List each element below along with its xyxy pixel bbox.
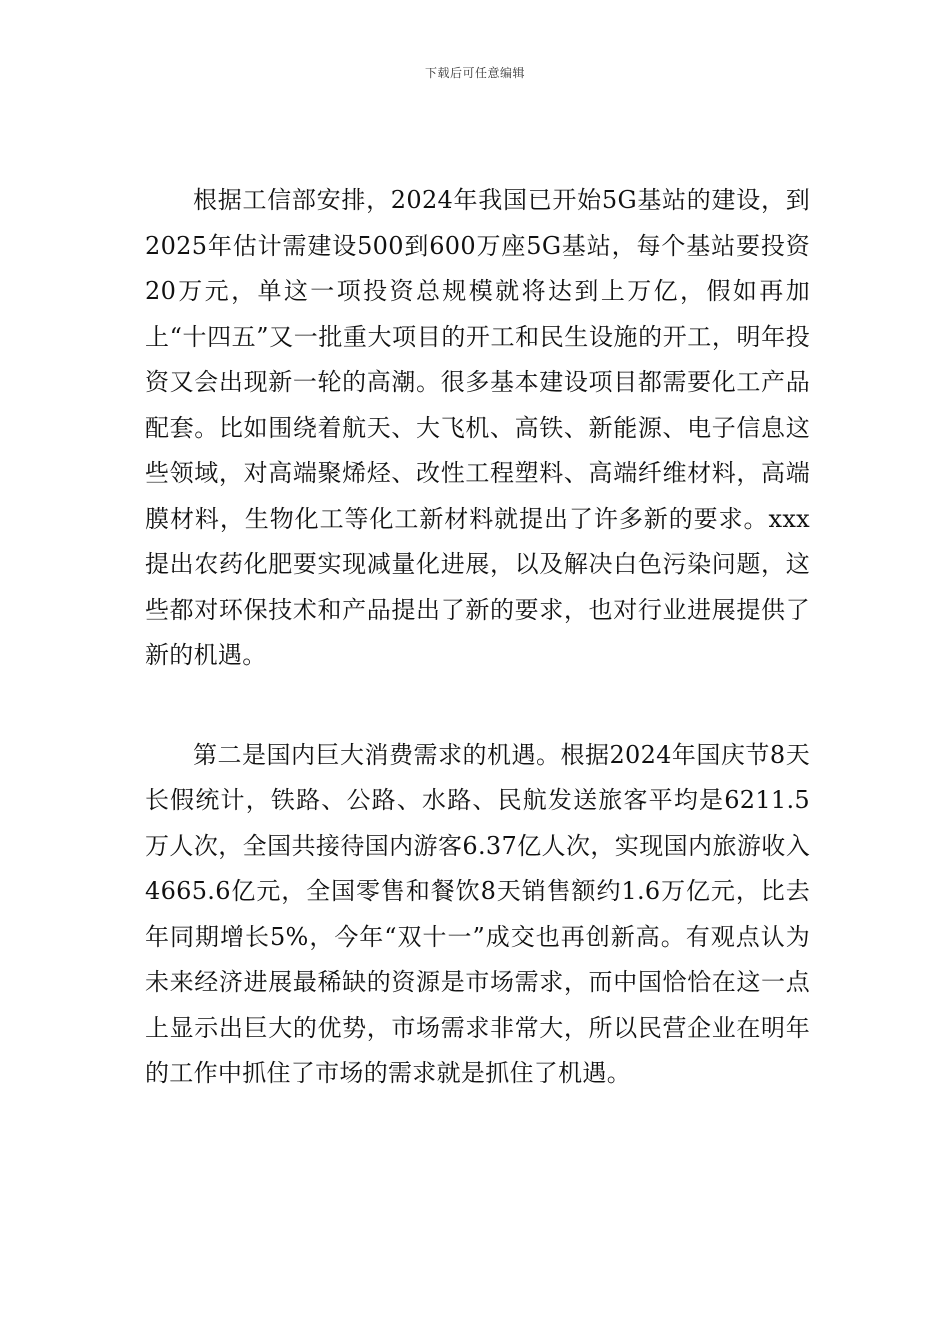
page-header: 下载后可任意编辑: [424, 66, 525, 80]
paragraph-investment-opportunity: 根据工信部安排，2024年我国已开始5G基站的建设，到2025年估计需建设500到600万座5G基站，每个基站要投资20万元，单这一项投资总规模就将达到上万亿，假如再加上“十四五”又一批重大项目的开工和民生设施的开工，明年投资又会出现新一轮的高潮。很多基本建设项目都需要化工产品配套。比如围绕着航天、大飞机、高铁、新能源、电子信息这些领域，对高端聚烯烃、改性工程塑料、高端纤维材料，高端膜材料，生物化工等化工新材料就提出了许多新的要求。xxx提出农药化肥要实现减量化进展，以及解决白色污染问题，这些都对环保技术和产品提出了新的要求，也对行业进展提供了新的机遇。: [145, 186, 810, 669]
paragraph-consumption-opportunity: 第二是国内巨大消费需求的机遇。根据2024年国庆节8天长假统计，铁路、公路、水路、民航发送旅客平均是6211.5万人次，全国共接待国内游客6.37亿人次，实现国内旅游收入4665.6亿元，全国零售和餐饮8天销售额约1.6万亿元，比去年同期增长5%，今年“双十一”成交也再创新高。有观点认为未来经济进展最稀缺的资源是市场需求，而中国恰恰在这一点上显示出巨大的优势，市场需求非常大，所以民营企业在明年的工作中抓住了市场的需求就是抓住了机遇。: [145, 740, 810, 1087]
document-body: [145, 178, 810, 1097]
